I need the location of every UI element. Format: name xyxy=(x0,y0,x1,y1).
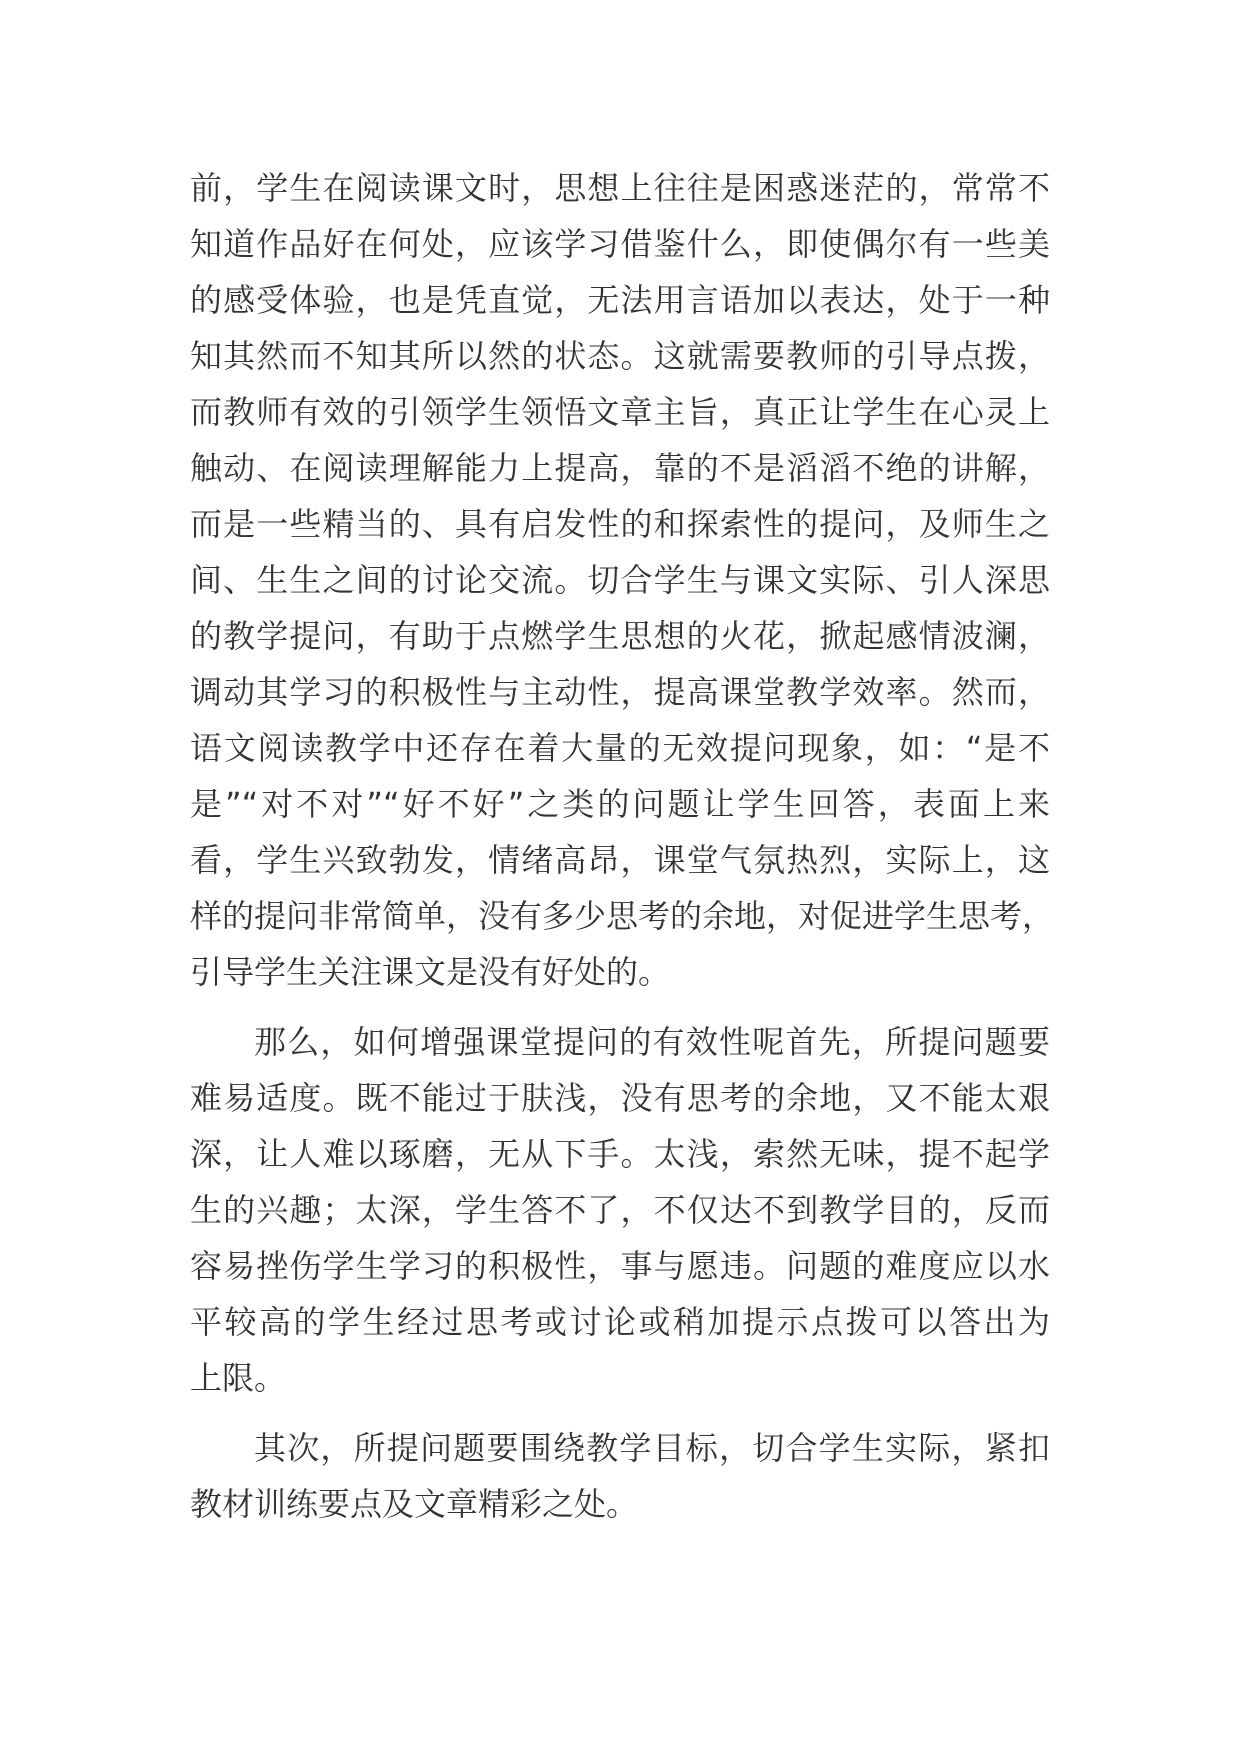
text-line: 间、生生之间的讨论交流。切合学生与课文实际、引人深思 xyxy=(190,561,1050,599)
text-line: 上限。 xyxy=(190,1359,287,1397)
text-line: 而是一些精当的、具有启发性的和探索性的提问，及师生之 xyxy=(190,505,1050,543)
text-line: 教材训练要点及文章精彩之处。 xyxy=(190,1485,639,1523)
text-line: 看，学生兴致勃发，情绪高昂，课堂气氛热烈，实际上，这 xyxy=(190,841,1050,879)
text-line: 引导学生关注课文是没有好处的。 xyxy=(190,953,671,991)
text-line: 那么，如何增强课堂提问的有效性呢首先，所提问题要 xyxy=(254,1023,1050,1061)
paragraph-1 xyxy=(190,160,1055,1000)
text-line: 是”“对不对”“好不好”之类的问题让学生回答，表面上来 xyxy=(190,785,1050,823)
paragraph-spacer xyxy=(190,1406,1050,1420)
text-line: 而教师有效的引领学生领悟文章主旨，真正让学生在心灵上 xyxy=(190,393,1050,431)
paragraph-3 xyxy=(190,1420,1050,1532)
text-line: 知其然而不知其所以然的状态。这就需要教师的引导点拨， xyxy=(190,337,1050,375)
text-line: 前，学生在阅读课文时，思想上往往是困惑迷茫的，常常不 xyxy=(190,169,1050,207)
text-line: 触动、在阅读理解能力上提高，靠的不是滔滔不绝的讲解， xyxy=(190,449,1050,487)
text-line: 样的提问非常简单，没有多少思考的余地，对促进学生思考， xyxy=(190,897,1055,935)
text-line: 语文阅读教学中还存在着大量的无效提问现象，如：“是不 xyxy=(190,729,1050,767)
text-line: 调动其学习的积极性与主动性，提高课堂教学效率。然而， xyxy=(190,673,1050,711)
text-line: 的感受体验，也是凭直觉，无法用言语加以表达，处于一种 xyxy=(190,281,1050,319)
paragraph-spacer xyxy=(190,1000,1050,1014)
text-line: 深，让人难以琢磨，无从下手。太浅，索然无味，提不起学 xyxy=(190,1135,1050,1173)
text-line: 其次，所提问题要围绕教学目标，切合学生实际，紧扣 xyxy=(254,1429,1050,1467)
text-line: 平较高的学生经过思考或讨论或稍加提示点拨可以答出为 xyxy=(190,1303,1050,1341)
text-line: 生的兴趣；太深，学生答不了，不仅达不到教学目的，反而 xyxy=(190,1191,1050,1229)
text-line: 容易挫伤学生学习的积极性，事与愿违。问题的难度应以水 xyxy=(190,1247,1050,1285)
text-line: 的教学提问，有助于点燃学生思想的火花，掀起感情波澜， xyxy=(190,617,1050,655)
text-line: 难易适度。既不能过于肤浅，没有思考的余地，又不能太艰 xyxy=(190,1079,1050,1117)
document-body xyxy=(190,160,1055,1532)
paragraph-2 xyxy=(190,1014,1050,1406)
text-line: 知道作品好在何处，应该学习借鉴什么，即使偶尔有一些美 xyxy=(190,225,1050,263)
